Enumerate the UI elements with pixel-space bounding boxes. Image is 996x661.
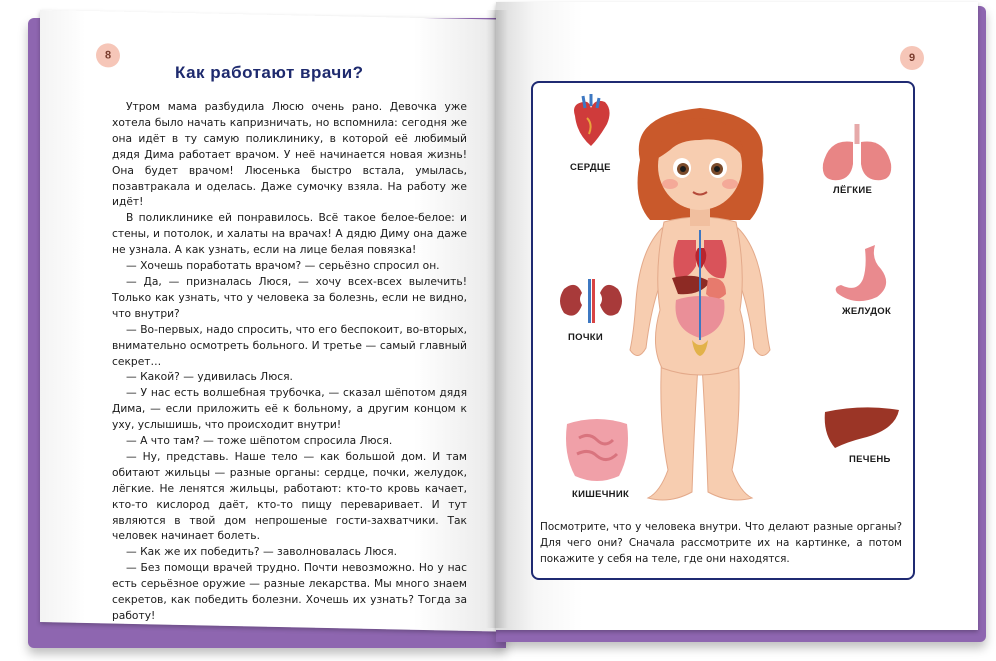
intestine-icon	[563, 414, 631, 484]
paragraph: — Хочешь поработать врачом? — серьёзно спросил он.	[126, 259, 440, 273]
paragraph: Утром мама разбудила Люсю очень рано. Девочка уже хотела было начать капризничать, но вспомнила: сегодня же она идёт в ту самую поликлинику, в которой её любимый дядя Дима работает врачом. У неё начинается новая жизнь! Она будет врачом! Люсенька быстро встала, умылась, позавтракала и оделась. Даже сумочку взяла. На работу же идёт!	[112, 100, 467, 209]
panel-caption: Посмотрите, что у человека внутри. Что делают разные органы? Для чего они? Сначала рассмотрите их на картинке, а потом покажите у себя на теле, где они находятся.	[540, 521, 902, 565]
paragraph: — У нас есть волшебная трубочка, — сказал шёпотом дядя Дима, — если приложить её к больному, а другим концом к уху, услышишь, что происходит внутри!	[112, 386, 467, 432]
paragraph: — А что там? — тоже шёпотом спросила Люся.	[126, 434, 393, 448]
label-kidneys: ПОЧКИ	[568, 332, 604, 343]
paragraph: — Какой? — удивилась Люся.	[126, 370, 293, 384]
label-lungs: ЛЁГКИЕ	[833, 185, 873, 196]
liver-icon	[823, 404, 901, 448]
page-title: Как работают врачи?	[175, 63, 364, 82]
heart-icon	[567, 94, 615, 150]
book-spine	[486, 10, 508, 628]
kidneys-icon	[558, 279, 624, 323]
paragraph: — Без помощи врачей трудно. Почти невозможно. Но у нас есть серьёзное оружие — разные лекарства. Мы много знаем секретов, как победить болезни. Хочешь их узнать? Тогда за работу!	[112, 561, 467, 622]
paragraph: — Ну, представь. Наше тело — как большой дом. И там обитают жильцы — разные органы: сердце, почки, желудок, лёгкие. Не ленятся жильцы, работают: кто-то кровь качает, кто-то кислород даёт, кто-то пищу переваривает. И тут являются в твой дом непрошеные гости-захватчики. Так человек начинает болеть.	[112, 449, 467, 543]
paragraph: — Как же их победить? — заволновалась Люся.	[126, 545, 398, 559]
label-heart: СЕРДЦЕ	[570, 162, 611, 173]
paragraph: — Да, — призналась Люся, — хочу всех-всех вылечить! Только как узнать, что у человека за болезнь, если не видно, что внутри?	[112, 274, 467, 320]
story-text	[112, 99, 467, 624]
paragraph: — Во-первых, надо спросить, что его беспокоит, во-вторых, внимательно осмотреть больного. И третье — самый главный секрет…	[112, 322, 467, 368]
label-intestine: КИШЕЧНИК	[572, 489, 630, 500]
page-number-left: 8	[96, 43, 120, 68]
stomach-icon	[831, 245, 897, 303]
label-stomach: ЖЕЛУДОК	[842, 306, 892, 317]
page-number-right: 9	[900, 46, 924, 70]
lungs-icon	[819, 124, 895, 184]
paragraph: В поликлинике ей понравилось. Всё такое белое-белое: и стены, и потолок, и халаты на врачах! А дядю Диму она даже не узнала. А как узнать, если на лице белая повязка!	[112, 211, 467, 257]
label-liver: ПЕЧЕНЬ	[849, 454, 891, 465]
